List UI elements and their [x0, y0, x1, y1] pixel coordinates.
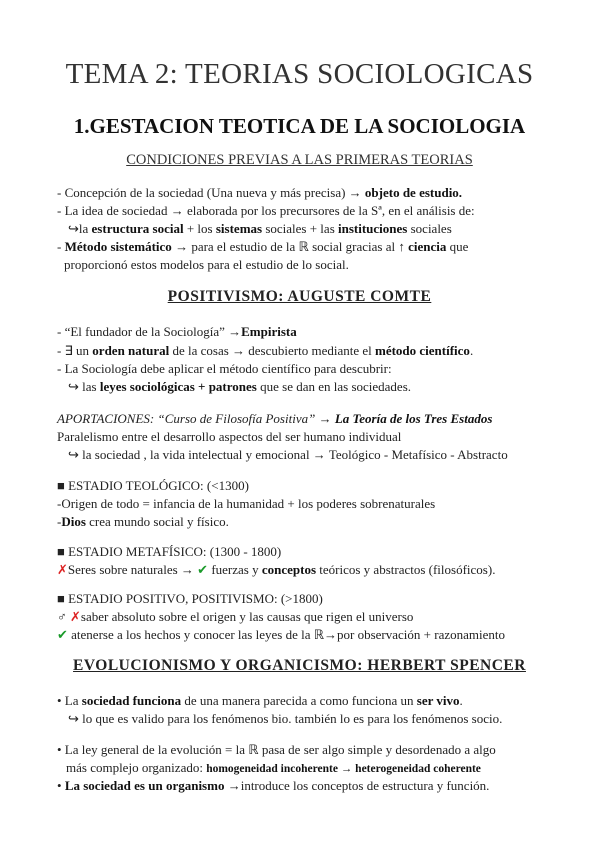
text: que	[446, 239, 469, 254]
male-symbol-icon: ♂	[57, 609, 67, 624]
text: → para el estudio de la ℝ social gracias al ↑	[171, 239, 409, 254]
evolucionismo-line-5	[57, 777, 489, 795]
estadio-teologico-line-2	[57, 513, 229, 531]
estadio-teologico-title: ■ ESTADIO TEOLÓGICO: (<1300)	[57, 478, 249, 493]
text-bold: estructura social	[91, 221, 184, 236]
text: de la cosas → descubierto mediante el	[169, 343, 375, 358]
text-bold: ciencia	[408, 239, 447, 254]
text: ↪ las	[68, 379, 100, 394]
section-heading: 1.GESTACION TEOTICA DE LA SOCIOLOGIA	[73, 114, 526, 138]
estadio-positivo-line-1	[57, 608, 413, 626]
text: .	[469, 343, 474, 358]
conditions-line-4	[57, 238, 468, 256]
text-bold: orden natural	[92, 343, 170, 358]
text-bold: La sociedad es un organismo	[64, 778, 225, 793]
evolucionismo-line-4	[66, 759, 481, 778]
positivismo-line-3: - La Sociología debe aplicar el método científico para descubrir:	[57, 361, 392, 376]
text-bold: Empirista	[241, 324, 297, 339]
text: de una manera parecida a como funciona un	[181, 693, 417, 708]
aportaciones-line	[57, 410, 492, 428]
document-title: TEMA 2: TEORIAS SOCIOLOGICAS	[65, 58, 534, 90]
text: sociales	[407, 221, 452, 236]
text: →introduce los conceptos de estructura y función.	[224, 778, 490, 793]
evolucionismo-line-1	[57, 692, 463, 710]
text-bold-italic: La Teoría de los Tres Estados	[334, 411, 493, 426]
text-bold: leyes sociológicas + patrones	[99, 379, 257, 394]
estadio-metafisico-title: ■ ESTADIO METAFÍSICO: (1300 - 1800)	[57, 544, 282, 559]
text: -	[57, 239, 65, 254]
text-italic: APORTACIONES: “Curso de Filosofía Positiva” →	[57, 411, 335, 426]
aportaciones-line-3: ↪ la sociedad , la vida intelectual y emocional → Teológico - Metafísico - Abstracto	[68, 447, 508, 462]
check-icon: ✔	[57, 627, 68, 642]
text-bold: objeto de estudio.	[364, 185, 463, 200]
text: ↪la	[68, 221, 92, 236]
estadio-metafisico-line	[57, 561, 495, 579]
text: • La	[57, 693, 82, 708]
text: + los	[183, 221, 216, 236]
evolucionismo-line-3: • La ley general de la evolución = la ℝ pasa de ser algo simple y desordenado a algo	[57, 742, 496, 757]
text: más complejo organizado:	[66, 760, 207, 775]
check-icon: ✔	[197, 562, 209, 577]
subheading-conditions: CONDICIONES PREVIAS A LAS PRIMERAS TEORIAS	[126, 152, 473, 168]
text: teóricos y abstractos (filosóficos).	[316, 562, 496, 577]
positivismo-line-1	[57, 323, 297, 341]
text: atenerse a los hechos y conocer las leyes de la ℝ→por observación + razonamiento	[67, 627, 505, 642]
aportaciones-line-2: Paralelismo entre el desarrollo aspectos del ser humano individual	[57, 429, 402, 444]
text: - Concepción de la sociedad (Una nueva y más precisa) →	[57, 185, 365, 200]
text-bold: instituciones	[338, 221, 408, 236]
estadio-positivo-line-2	[57, 626, 505, 644]
text-bold: homogeneidad incoherente → heterogeneidad coherente	[206, 763, 481, 775]
text: saber absoluto sobre el origen y las causas que rigen el universo	[80, 609, 414, 624]
text: sociales + las	[262, 221, 339, 236]
text: fuerzas y	[208, 562, 262, 577]
evolucionismo-heading: EVOLUCIONISMO Y ORGANICISMO: HERBERT SPENCER	[73, 657, 526, 674]
conditions-line-3	[68, 220, 452, 238]
text-bold: conceptos	[261, 562, 317, 577]
text-bold: sociedad funciona	[81, 693, 182, 708]
conditions-line-5: proporcionó estos modelos para el estudio de lo social.	[64, 257, 349, 272]
text: que se dan en las sociedades.	[256, 379, 411, 394]
cross-icon: ✗	[57, 562, 68, 577]
text-bold: ser vivo	[416, 693, 460, 708]
text-bold: Dios	[61, 514, 86, 529]
text: .	[459, 693, 463, 708]
text: crea mundo social y físico.	[85, 514, 229, 529]
text: •	[57, 778, 65, 793]
text: - “El fundador de la Sociología” →	[57, 324, 242, 339]
estadio-positivo-title: ■ ESTADIO POSITIVO, POSITIVISMO: (>1800)	[57, 591, 323, 606]
positivismo-line-2	[57, 342, 473, 360]
text: -	[57, 514, 62, 529]
text-bold: Método sistemático	[64, 239, 172, 254]
positivismo-heading: POSITIVISMO: AUGUSTE COMTE	[167, 288, 432, 305]
estadio-teologico-line-1: -Origen de todo = infancia de la humanidad + los poderes sobrenaturales	[57, 496, 436, 511]
conditions-line-2: - La idea de sociedad → elaborada por los precursores de la Sª, en el análisis de:	[57, 203, 475, 218]
conditions-line-1	[57, 184, 462, 202]
text-bold: sistemas	[215, 221, 263, 236]
text: Seres sobre naturales →	[67, 562, 198, 577]
evolucionismo-line-2: ↪ lo que es valido para los fenómenos bio. también lo es para los fenómenos socio.	[68, 711, 503, 726]
text-bold: método científico	[374, 343, 470, 358]
text: - ∃ un	[57, 343, 93, 358]
cross-icon: ✗	[70, 609, 81, 624]
positivismo-line-4	[68, 378, 411, 396]
